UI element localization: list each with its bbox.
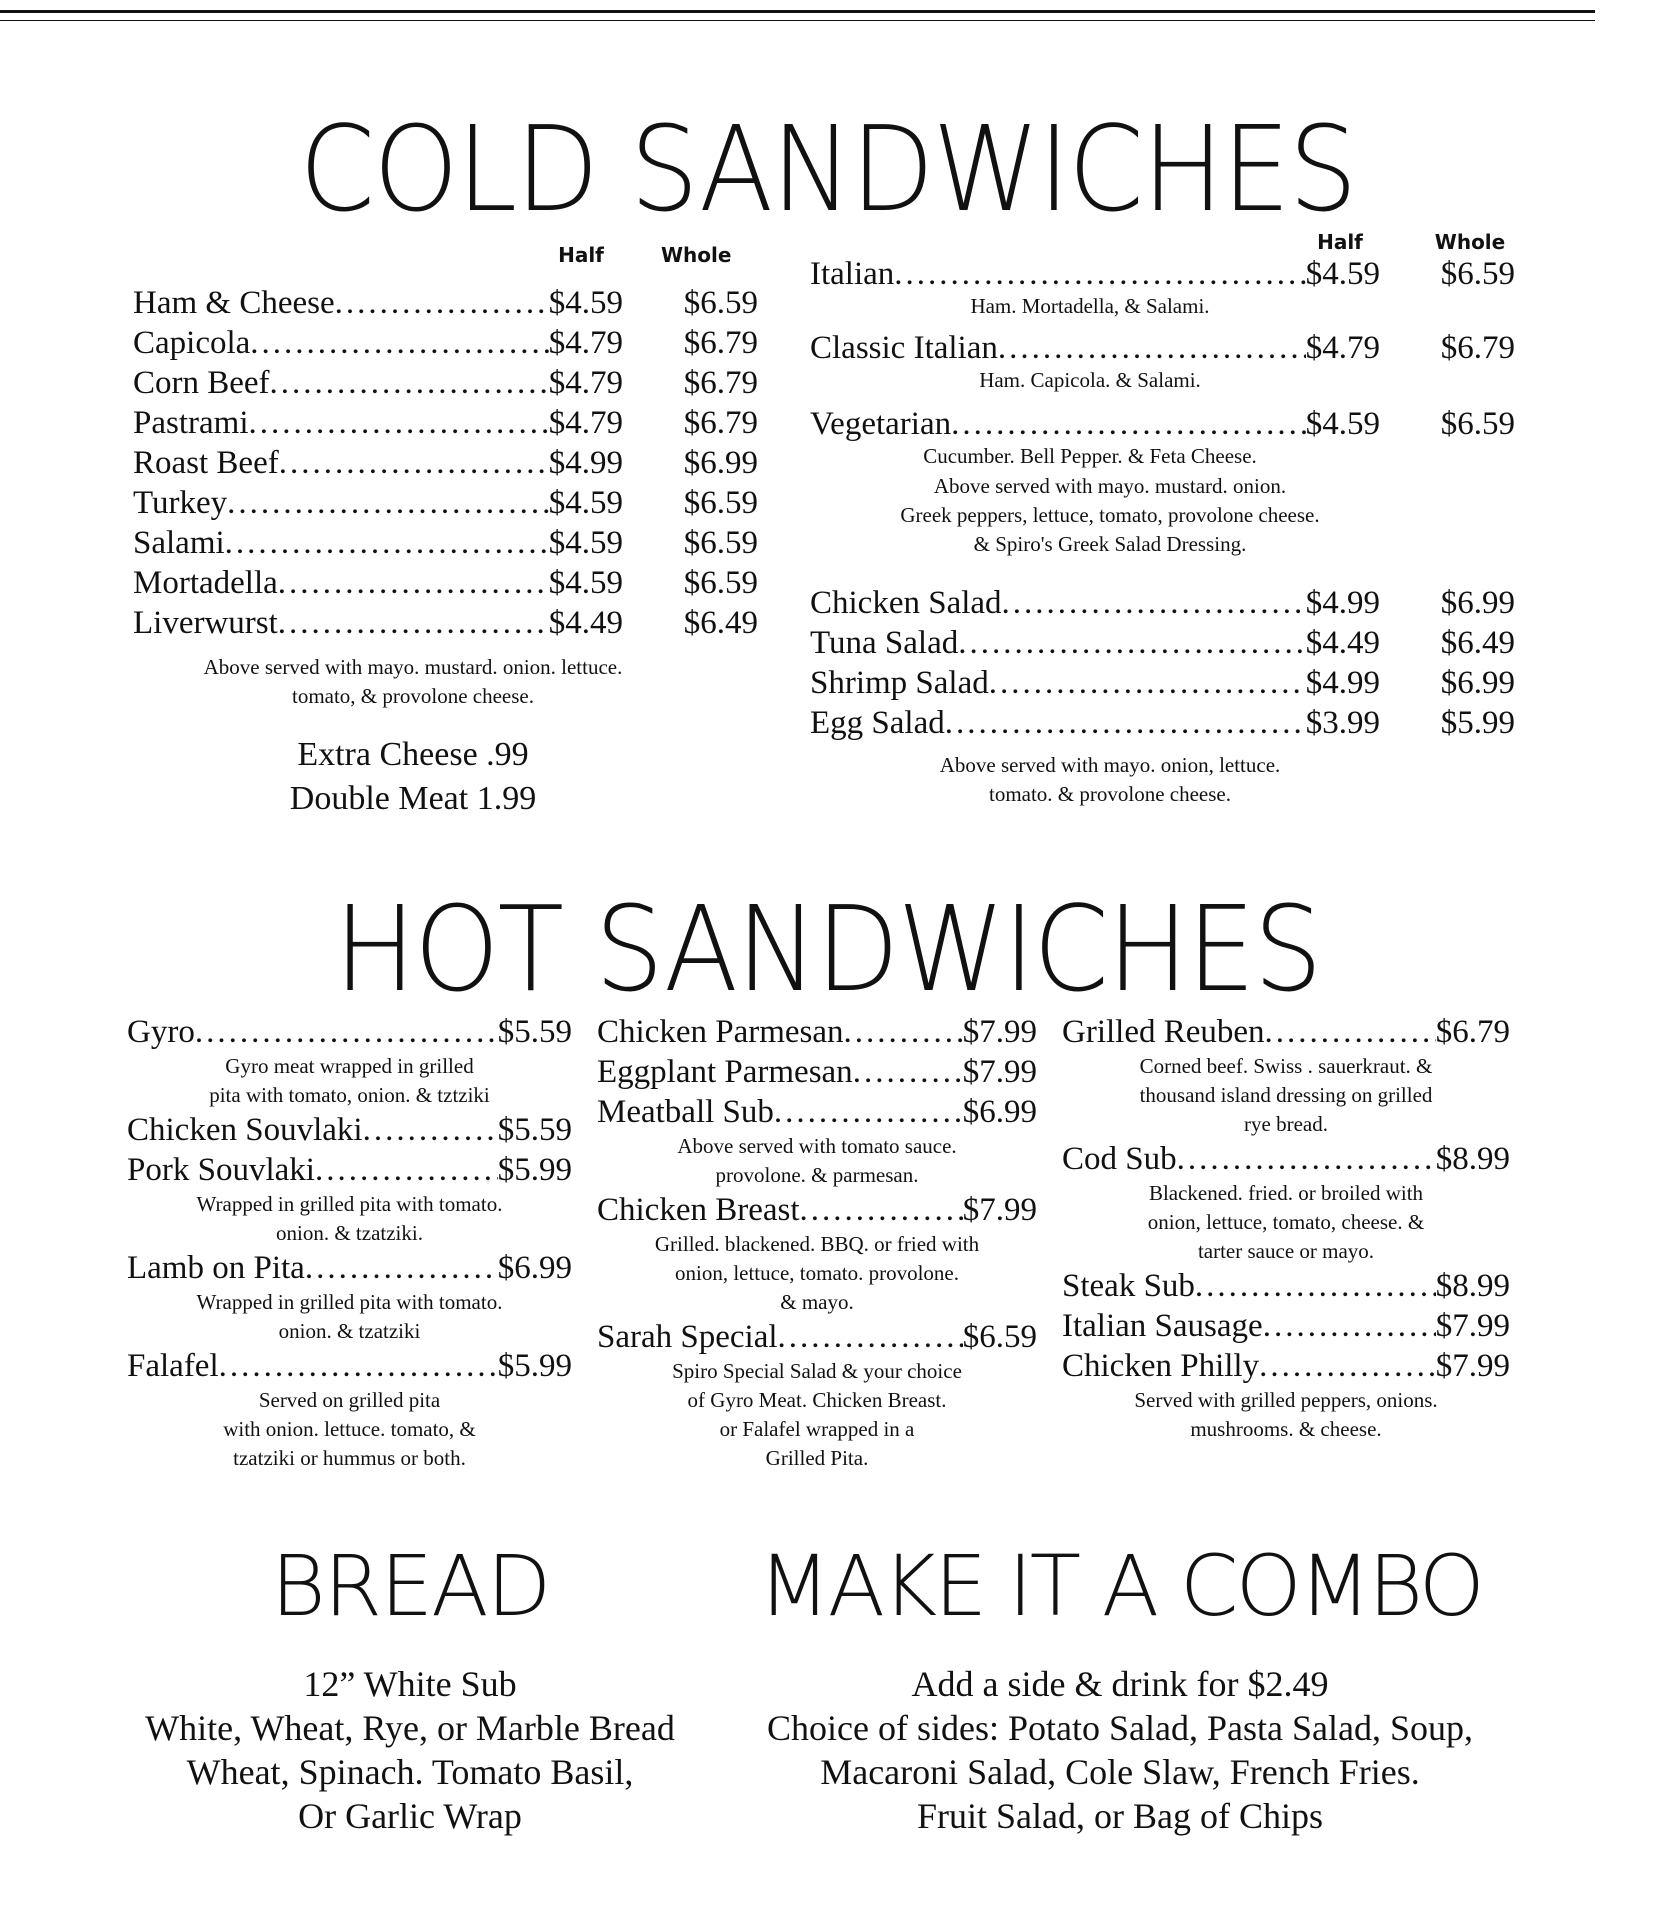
menu-item: Ham & Cheese ..... $4.59 $6.59 xyxy=(133,283,758,323)
menu-item-chicken-breast: Chicken Breast ..... $7.99 xyxy=(597,1190,1037,1230)
bread-options: 12” White Sub White, Wheat, Rye, or Marble Bread Wheat, Spinach. Tomato Basil, Or Garlic Wrap xyxy=(145,1664,675,1837)
vegetarian-desc: Cucumber. Bell Pepper. & Feta Cheese. xyxy=(923,444,1257,468)
cold-sandwiches-title: COLD SANDWICHES xyxy=(299,100,1356,238)
menu-item: Pastrami ..... $4.79 $6.79 xyxy=(133,403,758,443)
menu-item: Mortadella ..... $4.59 $6.59 xyxy=(133,563,758,603)
menu-item: Chicken Salad ..... $4.99 $6.99 xyxy=(810,583,1515,623)
menu-item-chicken-souvlaki: Chicken Souvlaki ..... $5.59 xyxy=(127,1110,572,1150)
menu-item-italian-sausage: Italian Sausage ..... $7.99 xyxy=(1062,1306,1510,1346)
meatball-desc: Above served with tomato sauce. provolone. & parmesan. xyxy=(677,1134,957,1187)
menu-item: Egg Salad ..... $3.99 $5.99 xyxy=(810,703,1515,743)
menu-item: Liverwurst ..... $4.49 $6.49 xyxy=(133,603,758,643)
menu-item-sarah-special: Sarah Special ..... $6.59 xyxy=(597,1317,1037,1357)
sarah-special-desc: Spiro Special Salad & your choice of Gyro Meat. Chicken Breast. or Falafel wrapped in a Grilled Pita. xyxy=(672,1359,962,1470)
combo-title: MAKE IT A COMBO xyxy=(758,1537,1482,1635)
combo-section xyxy=(720,1537,1520,1838)
philly-desc: Served with grilled peppers, onions. mushrooms. & cheese. xyxy=(1134,1388,1438,1441)
whole-header: Whole xyxy=(1434,230,1506,254)
pork-souvlaki-desc: Wrapped in grilled pita with tomato. onion. & tzatziki. xyxy=(196,1192,503,1245)
bread-title: BREAD xyxy=(270,1537,550,1635)
menu-item-falafel: Falafel ..... $5.99 xyxy=(127,1346,572,1386)
half-header: Half xyxy=(558,243,604,267)
reuben-desc: Corned beef. Swiss . sauerkraut. & thousand island dressing on grilled rye bread. xyxy=(1139,1054,1433,1136)
cold-right-column xyxy=(810,230,1515,809)
hot-column-1 xyxy=(127,1012,572,1473)
menu-item: Capicola ..... $4.79 $6.79 xyxy=(133,323,758,363)
menu-item-gyro: Gyro ..... $5.59 xyxy=(127,1012,572,1052)
menu-item-pork-souvlaki: Pork Souvlaki ..... $5.99 xyxy=(127,1150,572,1190)
chicken-breast-desc: Grilled. blackened. BBQ. or fried with onion, lettuce, tomato. provolone. & mayo. xyxy=(654,1232,980,1314)
menu-item-eggplant-parmesan: Eggplant Parmesan ..... $7.99 xyxy=(597,1052,1037,1092)
cold-left-column xyxy=(133,243,758,821)
menu-item: Turkey ..... $4.59 $6.59 xyxy=(133,483,758,523)
top-rule xyxy=(0,10,1595,13)
salad-list xyxy=(810,583,1515,743)
top-rule-thin xyxy=(0,20,1595,21)
gyro-desc: Gyro meat wrapped in grilled pita with tomato, onion. & tztziki xyxy=(209,1054,490,1107)
menu-item-vegetarian: Vegetarian ..... $4.59 $6.59 xyxy=(810,404,1515,444)
cold-right-note: Above served with mayo. mustard. onion. Greek peppers, lettuce, tomato, provolone cheese. & Spiro's Greek Salad Dressing. xyxy=(900,474,1320,556)
salad-note: Above served with mayo. onion, lettuce. tomato. & provolone cheese. xyxy=(939,753,1281,806)
double-meat: Double Meat 1.99 xyxy=(289,780,537,817)
cold-left-note: Above served with mayo. mustard. onion. lettuce. tomato, & provolone cheese. xyxy=(203,655,623,708)
menu-item-cod-sub: Cod Sub ..... $8.99 xyxy=(1062,1139,1510,1179)
hot-column-3 xyxy=(1062,1012,1510,1444)
menu-item-steak-sub: Steak Sub ..... $8.99 xyxy=(1062,1266,1510,1306)
menu-item-meatball-sub: Meatball Sub ..... $6.99 xyxy=(597,1092,1037,1132)
bread-section xyxy=(100,1537,720,1838)
menu-item: Shrimp Salad ..... $4.99 $6.99 xyxy=(810,663,1515,703)
italian-desc: Ham. Mortadella, & Salami. xyxy=(970,294,1210,318)
whole-header: Whole xyxy=(661,243,732,267)
menu-item-italian: Italian ..... $4.59 $6.59 xyxy=(810,254,1515,294)
hot-column-2 xyxy=(597,1012,1037,1473)
menu-item-chicken-philly: Chicken Philly ..... $7.99 xyxy=(1062,1346,1510,1386)
cold-extras xyxy=(133,733,693,821)
combo-options: Add a side & drink for $2.49 Choice of sides: Potato Salad, Pasta Salad, Soup, Macaroni Salad, Cole Slaw, French Fries. Fruit Salad, or Bag of Chips xyxy=(767,1664,1473,1837)
menu-item: Tuna Salad ..... $4.49 $6.49 xyxy=(810,623,1515,663)
cold-left-list xyxy=(133,283,758,643)
half-header: Half xyxy=(1317,230,1363,254)
menu-item-chicken-parmesan: Chicken Parmesan ..... $7.99 xyxy=(597,1012,1037,1052)
cod-desc: Blackened. fried. or broiled with onion, lettuce, tomato, cheese. & tarter sauce or mayo. xyxy=(1147,1181,1425,1263)
cold-right-headers xyxy=(810,230,1515,254)
menu-item: Salami ..... $4.59 $6.59 xyxy=(133,523,758,563)
menu-item-classic-italian: Classic Italian ..... $4.79 $6.79 xyxy=(810,328,1515,368)
menu-item-grilled-reuben: Grilled Reuben ..... $6.79 xyxy=(1062,1012,1510,1052)
hot-sandwiches-title: HOT SANDWICHES xyxy=(334,880,1321,1018)
menu-item-lamb-on-pita: Lamb on Pita ..... $6.99 xyxy=(127,1248,572,1288)
lamb-desc: Wrapped in grilled pita with tomato. onion. & tzatziki xyxy=(196,1290,503,1343)
falafel-desc: Served on grilled pita with onion. lettuce. tomato, & tzatziki or hummus or both. xyxy=(223,1388,476,1470)
menu-item: Corn Beef ..... $4.79 $6.79 xyxy=(133,363,758,403)
cold-left-headers xyxy=(133,243,758,267)
extra-cheese: Extra Cheese .99 xyxy=(297,736,529,773)
classic-italian-desc: Ham. Capicola. & Salami. xyxy=(979,368,1201,392)
menu-item: Roast Beef ..... $4.99 $6.99 xyxy=(133,443,758,483)
